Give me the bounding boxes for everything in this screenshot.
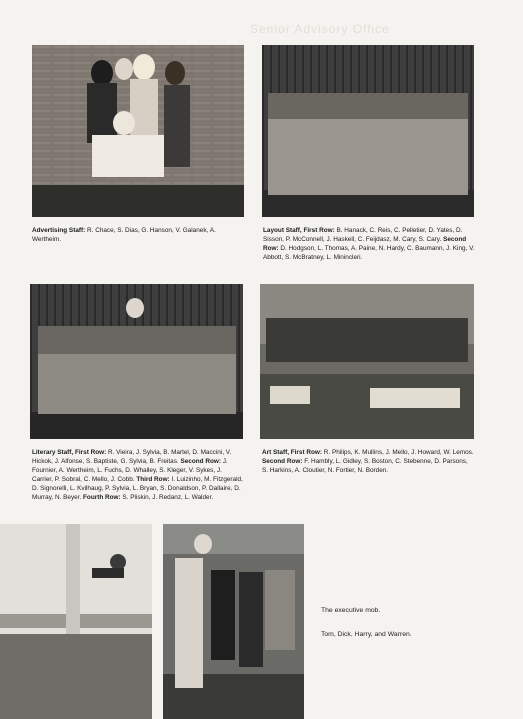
group-pole-photo	[0, 524, 152, 719]
executive-mob-photo	[163, 524, 304, 719]
caption-names: J. Fournier, A. Wertheim, L. Fuchs, D. Whalley, S. Kleger, V. Sykes, J. Carrier, P. Sobral, C. Mello, J. Cobb.	[32, 458, 228, 483]
caption-label: Art Staff, First Row:	[262, 449, 322, 456]
caption-names: R. Vieira, J. Sylvia, B. Martel, D. Maccini, V. Hickok, J. Alfonse, S. Baptiste, G. Sylvia, B. Freitas.	[32, 449, 232, 465]
advertising-staff-caption	[32, 226, 244, 244]
literary-staff-photo	[30, 284, 243, 439]
layout-staff-photo	[262, 45, 474, 217]
caption-names: S. Pliskin, J. Redanz, L. Walder.	[120, 494, 214, 501]
caption-names: F. Hambly, L. Gidley, S. Boston, C. Stebenne, D. Parsons, S. Harkins, A. Cloutier, N. Fortier, N. Borden.	[262, 458, 468, 474]
caption-label: Second Row:	[263, 236, 467, 252]
caption-label: Layout Staff, First Row:	[263, 227, 335, 234]
caption-names: D. Hodgson, L. Thomas, A. Paine, N. Hardy, C. Baumann, J. King, V. Abbott, S. McBratney, L. Minincleri.	[263, 245, 475, 261]
layout-staff-caption	[263, 226, 475, 262]
caption-label: Advertising Staff:	[32, 227, 86, 234]
caption-label: Second Row:	[262, 458, 303, 465]
art-staff-caption	[262, 448, 474, 475]
advertising-staff-photo	[32, 45, 244, 217]
watermark-text: Senior Advisory Office	[250, 22, 390, 36]
executive-mob-names: Tom, Dick, Harry, and Warren.	[321, 631, 412, 638]
caption-label: Fourth Row:	[83, 494, 121, 501]
caption-label: Second Row:	[180, 458, 221, 465]
caption-label: Literary Staff, First Row:	[32, 449, 107, 456]
caption-names: I. Luizinho, M. Fitzgerald, D. Signorelli, L. Kvilhaug, P. Sylvia, L. Bryan, S. Donaldson, P. Dallaire, D. Murray, N. Beyer.	[32, 476, 243, 501]
caption-names: B. Hanack, C. Reis, C. Pelletier, D. Yates, D. Sisson, P. McConnell, J. Haskell, C. Feijdasz, M. Cary, S. Cary.	[263, 227, 463, 243]
caption-label: Third Row:	[136, 476, 170, 483]
caption-names: R. Chace, S. Dias, G. Hanson, V. Galanek, A. Wertheim.	[32, 227, 216, 243]
caption-names: R. Philips, K. Mullins, J. Mello, J. Howard, W. Lemos.	[322, 449, 474, 456]
executive-mob-title: The executive mob.	[321, 607, 381, 614]
literary-staff-caption	[32, 448, 244, 502]
art-staff-photo	[260, 284, 474, 439]
